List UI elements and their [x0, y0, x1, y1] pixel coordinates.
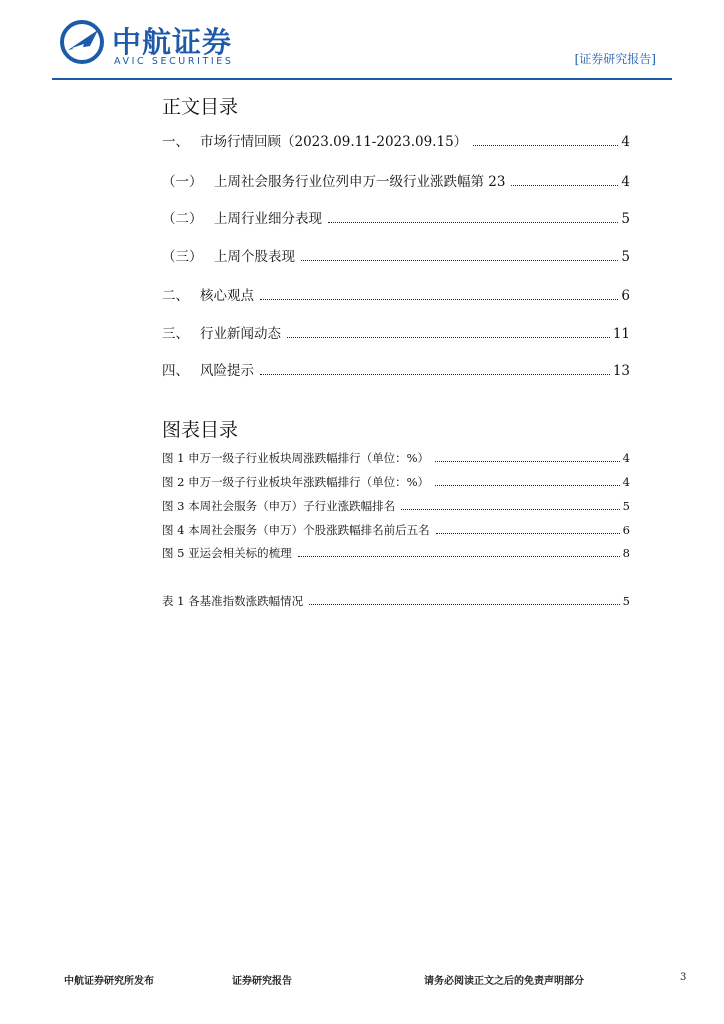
figure-item-label: 图 1 申万一级子行业板块周涨跌幅排行（单位：%） — [162, 451, 430, 465]
toc-item[interactable] — [162, 359, 630, 379]
figure-item-page: 4 — [622, 475, 630, 489]
dot-leader — [309, 604, 620, 605]
figure-item-label: 图 3 本周社会服务（申万）子行业涨跌幅排名 — [162, 499, 396, 513]
toc-item[interactable] — [162, 207, 630, 227]
toc-item-number: 二、 — [162, 288, 189, 304]
logo-english-name: AVIC SECURITIES — [114, 56, 234, 67]
dot-leader — [328, 222, 618, 223]
table-item-label: 表 1 各基准指数涨跌幅情况 — [162, 594, 304, 608]
dot-leader — [435, 461, 620, 462]
toc-item-page: 5 — [621, 249, 630, 265]
toc-title: 正文目录 — [162, 96, 239, 118]
dot-leader — [511, 185, 618, 186]
toc-item-number: 三、 — [162, 326, 189, 342]
toc-item-page: 13 — [612, 363, 630, 379]
svg-text:AVIC: AVIC — [75, 46, 89, 53]
toc-item[interactable] — [162, 130, 630, 150]
toc-item-number: （二） — [162, 211, 203, 227]
figure-item-page: 8 — [622, 546, 630, 560]
toc-item-label: 上周社会服务行业位列申万一级行业涨跌幅第 23 — [214, 174, 506, 190]
figures-title: 图表目录 — [162, 419, 239, 441]
dot-leader — [260, 299, 618, 300]
toc-item-page: 6 — [621, 288, 630, 304]
toc-item[interactable] — [162, 170, 630, 190]
footer-page-number: 3 — [680, 972, 687, 983]
dot-leader — [298, 556, 620, 557]
toc-item-page: 4 — [621, 174, 630, 190]
report-type-tag: [证券研究报告] — [574, 52, 656, 66]
toc-item-page: 5 — [621, 211, 630, 227]
toc-item-label: 行业新闻动态 — [200, 326, 281, 342]
footer-report-type: 证券研究报告 — [232, 976, 292, 987]
figure-item-page: 6 — [622, 523, 630, 537]
dot-leader — [436, 533, 620, 534]
figure-item[interactable] — [162, 474, 630, 490]
logo-chinese-name: 中航证券 — [112, 25, 233, 59]
table-item[interactable] — [162, 593, 630, 609]
figure-item-label: 图 2 申万一级子行业板块年涨跌幅排行（单位：%） — [162, 475, 430, 489]
dot-leader — [401, 509, 620, 510]
toc-item[interactable] — [162, 284, 630, 304]
toc-item-label: 上周行业细分表现 — [214, 211, 322, 227]
figure-item[interactable] — [162, 498, 630, 514]
dot-leader — [287, 337, 610, 338]
toc-item-page: 4 — [621, 134, 630, 150]
toc-item-number: 一、 — [162, 134, 189, 150]
toc-item-number: （三） — [162, 249, 203, 265]
figure-item[interactable] — [162, 450, 630, 466]
dot-leader — [473, 145, 618, 146]
dot-leader — [435, 485, 620, 486]
toc-item-page: 11 — [612, 326, 630, 342]
toc-item[interactable] — [162, 322, 630, 342]
figure-item-label: 图 5 亚运会相关标的梳理 — [162, 546, 292, 560]
dot-leader — [260, 374, 610, 375]
toc-item-label: 上周个股表现 — [214, 249, 295, 265]
toc-item-number: 四、 — [162, 363, 189, 379]
toc-item-label: 核心观点 — [200, 288, 254, 304]
figure-item-label: 图 4 本周社会服务（申万）个股涨跌幅排名前后五名 — [162, 523, 430, 537]
figure-item-page: 4 — [622, 451, 630, 465]
dot-leader — [301, 260, 618, 261]
footer-publisher: 中航证券研究所发布 — [64, 976, 154, 987]
header-divider — [52, 78, 672, 80]
toc-item[interactable] — [162, 245, 630, 265]
figure-item[interactable] — [162, 545, 630, 561]
footer-disclaimer: 请务必阅读正文之后的免责声明部分 — [424, 976, 584, 987]
figure-item[interactable] — [162, 522, 630, 538]
toc-item-number: （一） — [162, 174, 203, 190]
toc-item-label: 市场行情回顾（2023.09.11-2023.09.15） — [200, 134, 468, 150]
figure-item-page: 5 — [622, 499, 630, 513]
avic-logo — [60, 20, 260, 72]
avic-plane-icon — [60, 20, 104, 64]
toc-item-label: 风险提示 — [200, 363, 254, 379]
table-item-page: 5 — [622, 594, 630, 608]
